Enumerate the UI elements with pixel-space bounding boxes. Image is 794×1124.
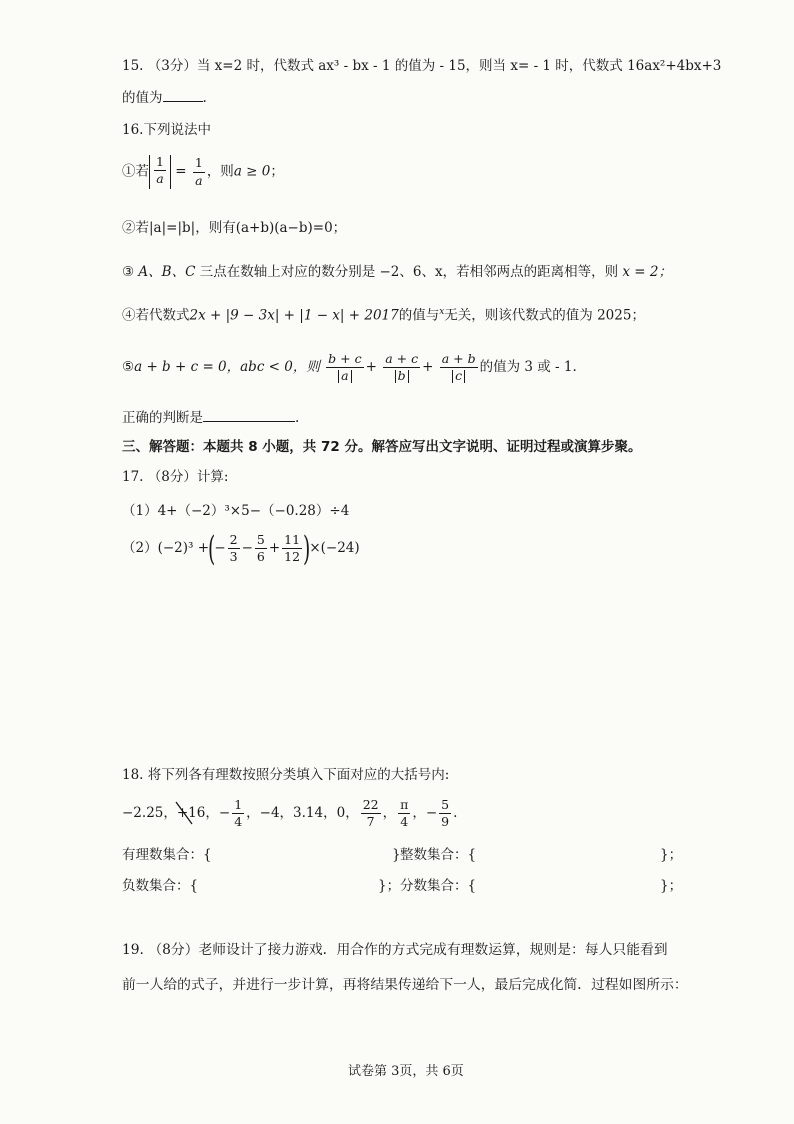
q16-s4-end: 无关，则该代数式的值为 2025； <box>444 307 645 324</box>
q16-s1-pre: ①若 <box>122 163 149 180</box>
q16-s1-abs: $\frac{1}{a}$ <box>149 155 171 189</box>
q18-set-rational-label: 有理数集合：{ <box>122 847 212 863</box>
section-3-heading: 三、解答题：本题共 8 小题，共 72 分。解答应写出文字说明、证明过程或演算步聚。 <box>122 439 642 455</box>
q16-s1-mid: ，则 <box>206 163 234 180</box>
q16-s4-text: 的值与 <box>398 307 440 324</box>
q17-p2-pre: （2） <box>122 540 158 556</box>
q16-statement-2: ②若|a|=|b|，则有(a+b)(a−b)=0； <box>122 220 347 236</box>
q16-s4-expr: 2x + |9 − 3x| + |1 − x| + 2017 <box>189 307 399 324</box>
q17-p2-b: ×(−24) <box>309 540 360 556</box>
q16-statement-4 <box>122 302 645 326</box>
q18-title: 18. 将下列各有理数按照分类填入下面对应的大括号内: <box>122 767 450 783</box>
q18-set-fraction-close: }； <box>660 878 683 894</box>
q19-line1: 19. （8分）老师设计了接力游戏．用合作的方式完成有理数运算，规则是：每人只能看到 <box>122 942 668 958</box>
q16-s1-cond: a ≥ 0 <box>233 163 271 180</box>
q16-title: 16.下列说法中 <box>122 122 211 138</box>
q16-statement-1: ①若 $\frac{1}{a}$ = $\frac{1}{a}$ ，则a ≥ 0； <box>122 153 284 188</box>
q18-plus16: +16 <box>177 805 206 821</box>
q18-set-integer-label: 整数集合：{ <box>400 847 477 863</box>
q18-set-negative-close: }； <box>378 878 401 894</box>
q16-judge-text: 正确的判断是 <box>122 410 203 426</box>
q18-set-rational-close: } <box>392 847 401 863</box>
q15-line2-text: 的值为 <box>122 90 163 106</box>
q16-s3-pre: ③ <box>122 264 135 280</box>
q17-title: 17. （8分）计算: <box>122 469 229 485</box>
q16-s1-end: ； <box>270 163 284 180</box>
q16-statement-3 <box>122 262 672 282</box>
q16-judge: 正确的判断是 . <box>122 410 300 426</box>
q16-judge-blank <box>203 421 295 422</box>
q18-set-integer-close: }； <box>660 847 683 863</box>
q17-p2-a: (−2)³ + <box>157 540 210 556</box>
q17-part-2: （2）(−2)³ +(− $\frac{2}{3}$ − $\frac{5}{6}$ + $\frac{11}{12}$ )×(−24) <box>122 528 360 569</box>
q15-line2: 的值为 . <box>122 90 207 106</box>
page-footer: 试卷第 3页，共 6页 <box>348 1064 464 1079</box>
q16-s5-pre: ⑤ <box>122 359 135 375</box>
q15-answer-blank <box>163 101 203 102</box>
q16-s3-text: 三点在数轴上对应的数分别是 −2、6、x，若相邻两点的距离相等，则 <box>199 264 619 280</box>
q16-s3-answer: x = 2； <box>622 264 673 280</box>
pen-mark-icon <box>173 799 195 827</box>
q18-numbers: −2.25，+16 ，− $\frac{1}{4}$ ，−4，3.14，0， $\frac{22}{7}$ ， $\frac{\pi}{4}$ ，− $\frac{5}{9}$ . <box>122 796 458 829</box>
q18-set-negative-label: 负数集合：{ <box>122 878 199 894</box>
q15-line1: 15. （3分）当 x=2 时，代数式 ax³ - bx - 1 的值为 - 15，则当 x= - 1 时，代数式 16ax²+4bx+3 <box>122 58 722 74</box>
q19-line2: 前一人给的式子，并进行一步计算，再将结果传递给下一人，最后完成化简．过程如图所示： <box>122 977 688 993</box>
q16-s5-end: 的值为 3 或 - 1. <box>479 359 577 375</box>
q17-part-1: （1）4+（−2）³×5−（−0.28）÷4 <box>122 503 350 519</box>
q18-set-fraction-label: 分数集合：{ <box>400 878 477 894</box>
q16-s5-cond: a + b + c = 0，abc < 0，则 <box>134 359 320 375</box>
q16-s3-points: A、B、C <box>138 264 196 280</box>
q16-s4-x: x <box>439 307 445 317</box>
q16-s4-pre: ④若代数式 <box>122 307 190 324</box>
q16-statement-5: ⑤a + b + c = 0，abc < 0，则 $\frac{b + c}{a}$ + $\frac{a + c}{b}$ + $\frac{a + b}{c}$ 的值为 3 或 - 1. <box>122 350 577 383</box>
